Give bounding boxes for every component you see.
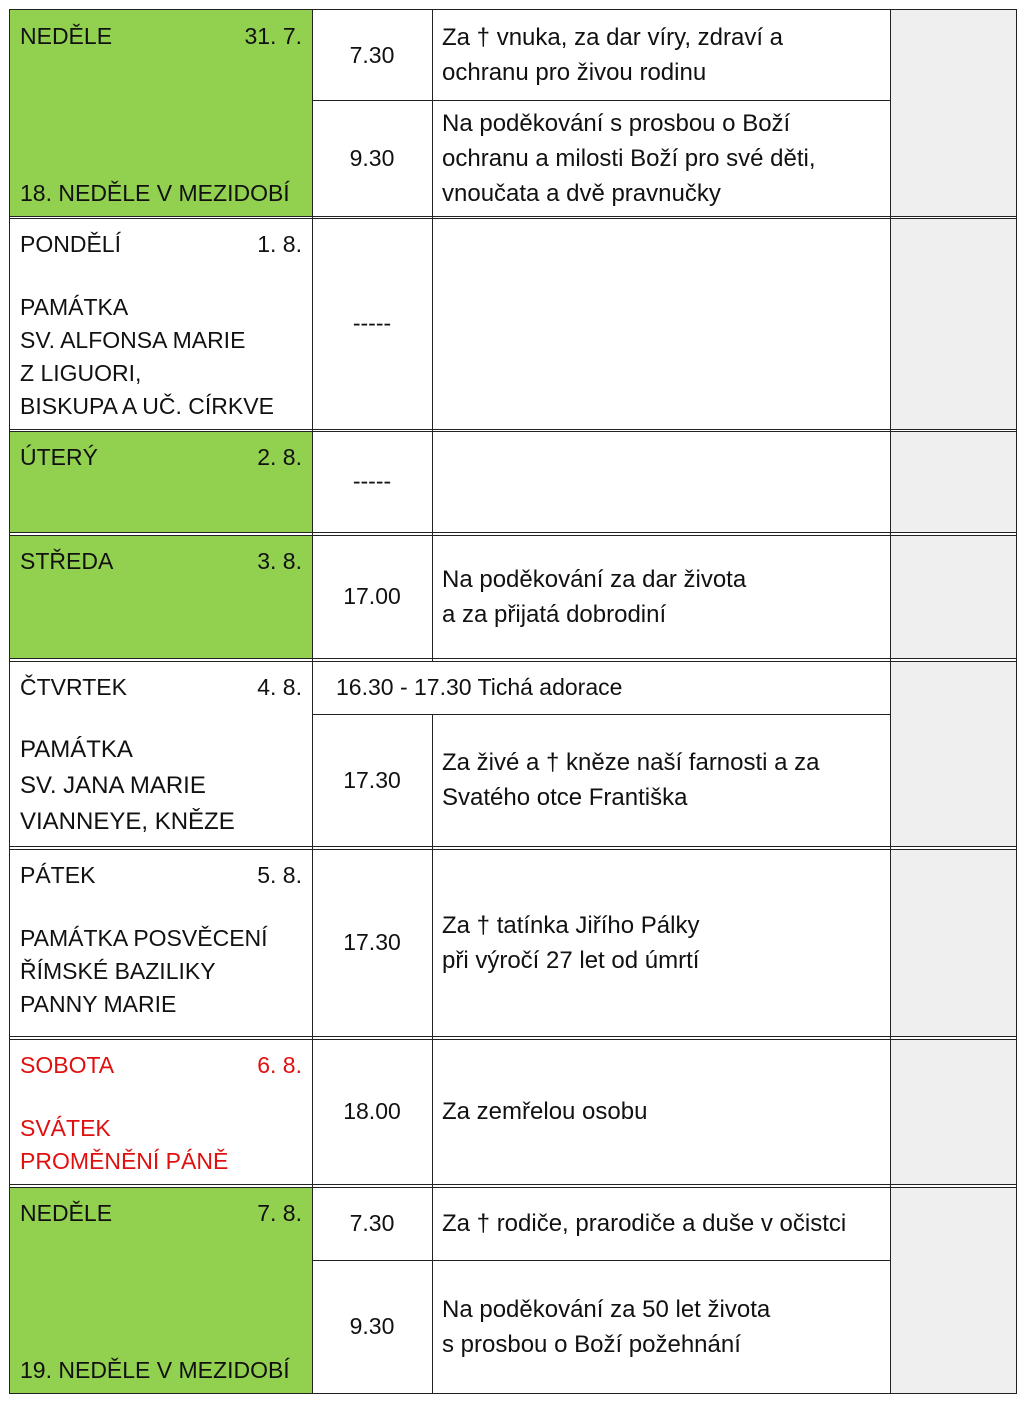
mass-intention: Na poděkování za 50 let života s prosbou o Boží požehnání xyxy=(442,1295,771,1358)
day-date: 1. 8. xyxy=(257,231,302,257)
table-border xyxy=(9,1393,1017,1394)
side-column-cell xyxy=(890,1039,1016,1184)
mass-intention: Za živé a † kněze naší farnosti a za Svatého otce Františka xyxy=(442,749,820,811)
day-cell-friday xyxy=(10,849,312,1036)
day-cell-saturday xyxy=(10,1039,312,1184)
day-cell-tuesday xyxy=(10,431,312,532)
table-border xyxy=(9,218,1017,219)
day-name: SOBOTA xyxy=(20,1052,115,1078)
mass-time: ----- xyxy=(352,310,392,336)
day-cell-monday xyxy=(10,218,312,429)
table-border xyxy=(9,658,1017,659)
table-border xyxy=(9,9,10,1394)
table-border xyxy=(9,1036,1017,1037)
feast-name: PAMÁTKA SV. JANA MARIE VIANNEYE, KNĚZE xyxy=(20,736,235,835)
mass-time: 17.30 xyxy=(343,766,401,793)
mass-intention: Za † tatínka Jiřího Pálky při výročí 27 let od úmrtí xyxy=(442,911,700,974)
day-date: 4. 8. xyxy=(257,674,302,700)
mass-intention: Za zemřelou osobu xyxy=(442,1098,648,1125)
day-name: STŘEDA xyxy=(20,548,114,574)
side-column-cell xyxy=(890,10,1016,216)
table-border xyxy=(312,100,890,101)
day-date: 3. 8. xyxy=(257,548,302,574)
table-border xyxy=(432,9,433,661)
day-name: PONDĚLÍ xyxy=(20,231,121,257)
mass-time: 9.30 xyxy=(349,144,395,171)
table-border xyxy=(432,714,433,1394)
day-cell-sunday-7-8 xyxy=(10,1187,312,1393)
table-border xyxy=(9,431,1017,432)
table-border xyxy=(9,429,1017,430)
mass-time: 7.30 xyxy=(349,41,395,68)
table-border xyxy=(9,849,1017,850)
table-border xyxy=(9,846,1017,847)
day-cell-sunday-31-7 xyxy=(10,10,312,216)
day-date: 7. 8. xyxy=(257,1200,302,1226)
side-column-cell xyxy=(890,535,1016,658)
mass-time: 17.00 xyxy=(343,583,401,609)
adoration-note: 16.30 - 17.30 Tichá adorace xyxy=(336,674,623,700)
table-border xyxy=(9,216,1017,217)
mass-time: 9.30 xyxy=(349,1313,395,1339)
day-date: 6. 8. xyxy=(257,1052,302,1078)
day-name: PÁTEK xyxy=(20,862,96,888)
day-name: ÚTERÝ xyxy=(20,444,98,470)
day-name: ČTVRTEK xyxy=(20,674,127,700)
day-name: NEDĚLE xyxy=(20,1200,113,1226)
mass-time: ----- xyxy=(352,468,392,494)
feast-name: 18. NEDĚLE V MEZIDOBÍ xyxy=(20,180,290,206)
table-border xyxy=(890,9,891,1394)
mass-time: 7.30 xyxy=(349,1210,395,1236)
mass-intention: Na poděkování s prosbou o Boží ochranu a milosti Boží pro své děti, vnoučata a dvě pravnučky xyxy=(442,109,816,207)
day-date: 31. 7. xyxy=(244,23,302,49)
day-date: 2. 8. xyxy=(257,444,302,470)
table-border xyxy=(312,9,313,1394)
mass-time: 18.00 xyxy=(343,1098,401,1124)
table-border xyxy=(1016,9,1017,1394)
day-cell-wednesday xyxy=(10,535,312,658)
table-border xyxy=(9,1187,1017,1188)
side-column-cell xyxy=(890,218,1016,429)
table-border xyxy=(9,1184,1017,1185)
mass-time: 17.30 xyxy=(343,929,401,955)
table-border xyxy=(9,532,1017,533)
mass-intention xyxy=(432,218,890,429)
side-column-cell xyxy=(890,661,1016,846)
day-cell-thursday xyxy=(10,661,312,846)
side-column-cell xyxy=(890,849,1016,1036)
day-date: 5. 8. xyxy=(257,862,302,888)
side-column-cell xyxy=(890,431,1016,532)
table-border xyxy=(312,714,890,715)
feast-name: SVÁTEK PROMĚNĚNÍ PÁNĚ xyxy=(20,1115,229,1174)
table-border xyxy=(9,1039,1017,1040)
feast-name: 19. NEDĚLE V MEZIDOBÍ xyxy=(20,1357,290,1383)
feast-name: PAMÁTKA SV. ALFONSA MARIE Z LIGUORI, BISKUPA A UČ. CÍRKVE xyxy=(20,294,274,419)
day-name: NEDĚLE xyxy=(20,23,113,49)
table-border xyxy=(312,1260,890,1261)
side-column-cell xyxy=(890,1187,1016,1393)
mass-intention: Za † rodiče, prarodiče a duše v očistci xyxy=(442,1210,847,1237)
mass-intention xyxy=(432,431,890,532)
feast-name: PAMÁTKA POSVĚCENÍ ŘÍMSKÉ BAZILIKY PANNY MARIE xyxy=(20,925,268,1017)
mass-intention: Na poděkování za dar života a za přijatá dobrodiní xyxy=(442,565,747,628)
mass-intention: Za † vnuka, za dar víry, zdraví a ochranu pro živou rodinu xyxy=(442,24,784,86)
table-border xyxy=(9,535,1017,536)
table-border xyxy=(9,661,1017,662)
table-border xyxy=(9,9,1017,10)
